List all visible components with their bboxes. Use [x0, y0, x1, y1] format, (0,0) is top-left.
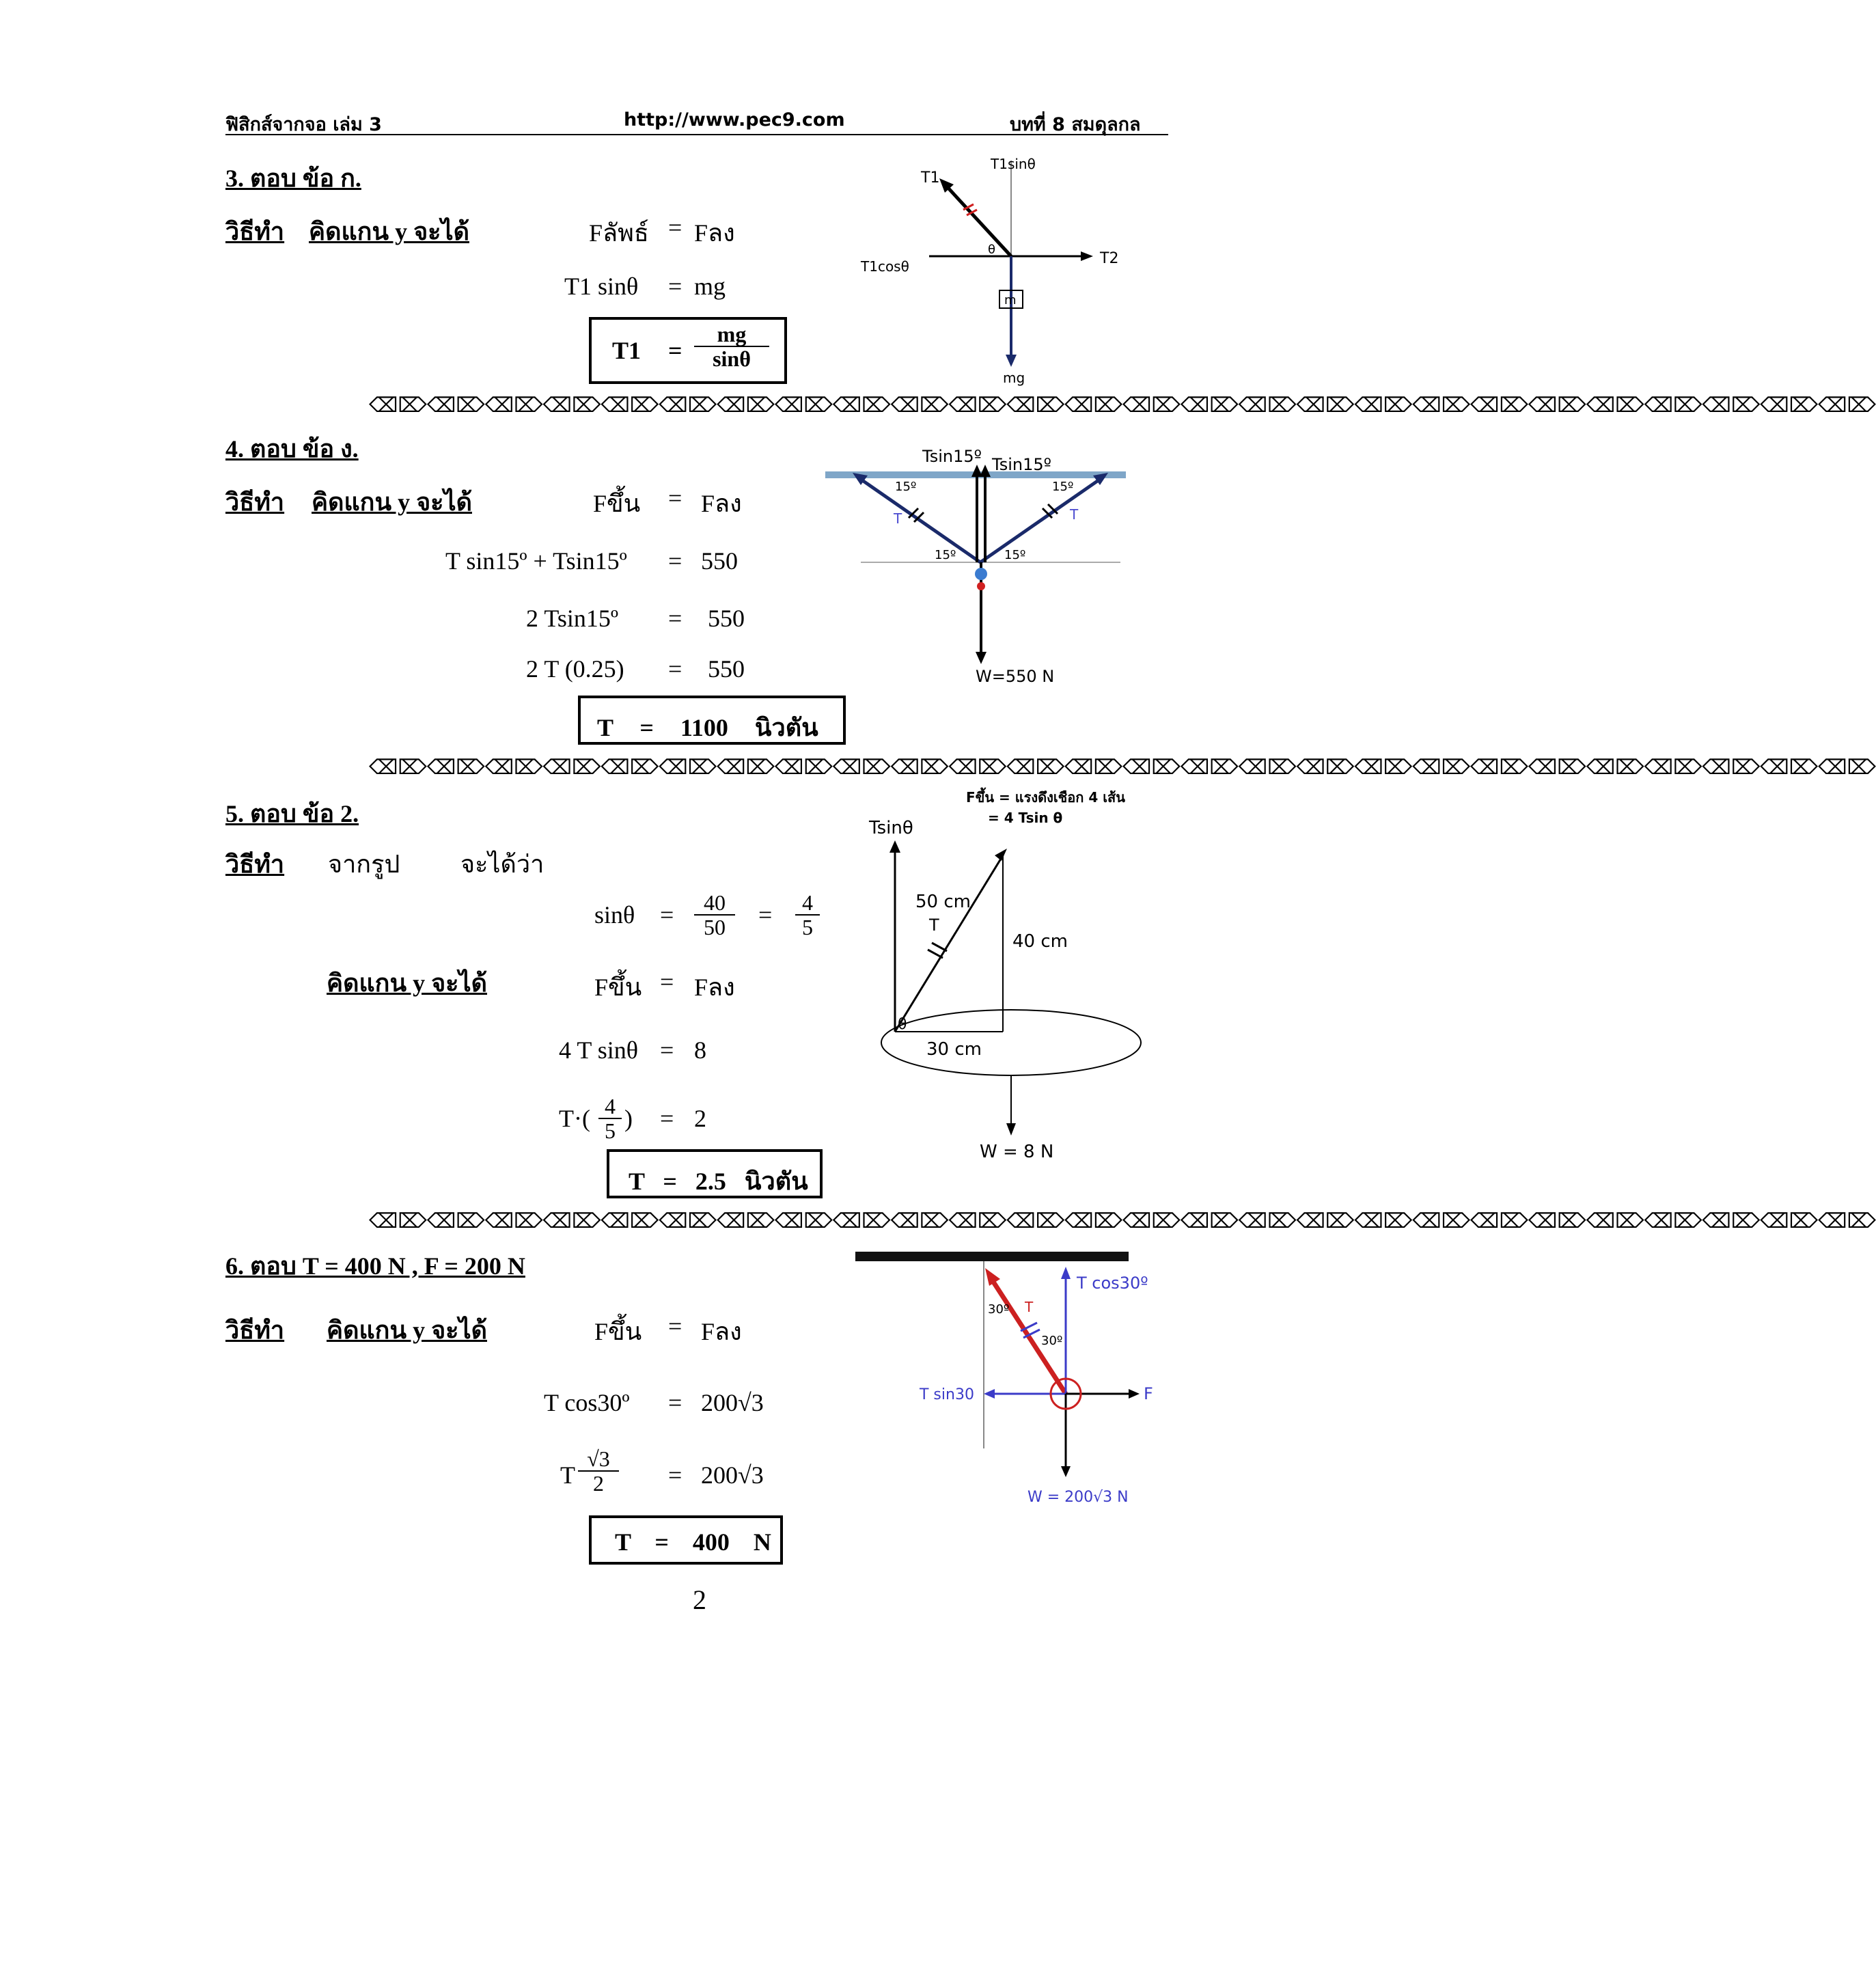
- q5-eq3-fraction: [598, 1095, 622, 1142]
- q4-label-15-a: 15º: [895, 480, 917, 494]
- q6-label-f: F: [1144, 1384, 1153, 1403]
- page-number: 2: [693, 1584, 706, 1615]
- q5-label-theta: θ: [898, 1016, 907, 1033]
- q4-label-15-c: 15º: [935, 548, 956, 562]
- q4-eq1-equals: =: [668, 484, 682, 512]
- header-rule: [225, 134, 1168, 135]
- q4-eq2-right: 550: [701, 547, 738, 575]
- separator-2: ⌫⌦⌫⌦⌫⌦⌫⌦⌫⌦⌫⌦⌫⌦⌫⌦⌫⌦⌫⌦⌫⌦⌫⌦⌫⌦⌫⌦⌫⌦⌫⌦⌫⌦⌫⌦⌫⌦⌫⌦⌫⌦⌫⌦⌫⌦⌫⌦⌫⌦⌫⌦: [369, 756, 1876, 780]
- q3-eq1-equals: =: [668, 214, 682, 241]
- q6-diagram: [854, 1243, 1155, 1517]
- q5-label-40cm: 40 cm: [1012, 931, 1068, 952]
- q4-eq4-equals: =: [668, 655, 682, 683]
- q3-eq1-right: Fลง: [694, 219, 735, 247]
- q3-axis: คิดแกน y จะได้: [309, 218, 469, 245]
- q5-frac1: [694, 891, 735, 939]
- q6-eq3-equals: =: [668, 1461, 682, 1489]
- q3-diagram: [861, 154, 1134, 386]
- q3-box-den: sinθ: [713, 346, 751, 371]
- q5-eq3-right: 2: [694, 1105, 706, 1132]
- q3-eq1-left: Fลัพธ์: [589, 219, 649, 247]
- q6-eq2-right: 200√3: [701, 1389, 764, 1416]
- q4-label-t-left: T: [894, 510, 902, 527]
- q5-label-t: T: [929, 916, 939, 935]
- q3-label-t2: T2: [1100, 250, 1119, 267]
- q6-eq1-right: Fลง: [701, 1318, 742, 1345]
- q5-from-fig: จากรูป: [328, 851, 400, 878]
- q6-eq3-right: 200√3: [701, 1461, 764, 1489]
- q5-frac1-den: 50: [704, 915, 726, 939]
- q4-eq4-right: 550: [708, 655, 745, 683]
- q5-note-2: = 4 Tsin θ: [988, 810, 1063, 826]
- q5-frac2-den: 5: [802, 915, 813, 939]
- q3-box-equals: =: [668, 337, 682, 364]
- q3-label-t1: T1: [921, 169, 940, 187]
- q5-eq3-equals: =: [660, 1105, 674, 1132]
- q6-axis: คิดแกน y จะได้: [327, 1317, 487, 1344]
- q4-label-w: W=550 N: [976, 667, 1055, 686]
- q3-eq2-left: T1 sinθ: [564, 273, 639, 300]
- q4-eq4-left: 2 T (0.25): [526, 655, 624, 683]
- q6-eq2-equals: =: [668, 1389, 682, 1416]
- q5-frac1-num: 40: [694, 891, 735, 916]
- q5-frac2: [795, 891, 820, 939]
- q5-method: วิธีทำ: [225, 851, 285, 878]
- q3-result-box: [589, 317, 787, 384]
- q5-frac2-num: 4: [795, 891, 820, 916]
- q5-eq2-right: 8: [694, 1036, 706, 1064]
- q6-eq1-equals: =: [668, 1312, 682, 1340]
- header-chapter: บทที่ 8 สมดุลกล: [1010, 114, 1141, 135]
- q4-eq1-left: Fขึ้น: [593, 490, 641, 517]
- q6-eq3-fraction: [578, 1447, 619, 1495]
- q5-frac-equals: =: [758, 901, 773, 929]
- q6-result-box: T = 400 N: [589, 1515, 783, 1565]
- q6-method: วิธีทำ: [225, 1317, 285, 1344]
- header-left: ฟิสิกส์จากจอ เล่ม 3: [225, 114, 382, 135]
- q5-note-1: Fขึ้น = แรงดึงเชือก 4 เส้น: [966, 789, 1125, 806]
- q5-answer: 5. ตอบ ข้อ 2.: [225, 800, 359, 827]
- q5-get: จะได้ว่า: [460, 851, 544, 878]
- q6-eq3-t: T: [560, 1461, 575, 1489]
- q5-diagram: [868, 786, 1161, 1168]
- q5-result-box: T = 2.5 นิวตัน: [607, 1149, 823, 1198]
- q6-eq3-den: 2: [593, 1471, 604, 1496]
- q4-answer: 4. ตอบ ข้อ ง.: [225, 435, 359, 463]
- q3-eq2-equals: =: [668, 273, 682, 300]
- q3-box-num: mg: [694, 322, 769, 347]
- q3-answer: 3. ตอบ ข้อ ก.: [225, 165, 361, 192]
- q3-label-m: m: [1004, 293, 1017, 307]
- q6-label-w: W = 200√3 N: [1027, 1489, 1129, 1506]
- q6-answer: 6. ตอบ T = 400 N , F = 200 N: [225, 1252, 525, 1280]
- q6-label-tsin: T sin30: [920, 1386, 974, 1403]
- q3-box-left: T1: [612, 337, 642, 364]
- q3-method: วิธีทำ: [225, 218, 285, 245]
- q4-label-15-b: 15º: [1052, 480, 1074, 494]
- q4-diagram: [820, 437, 1134, 697]
- q5-eq3-den: 5: [605, 1118, 616, 1143]
- header-url[interactable]: http://www.pec9.com: [624, 109, 845, 130]
- q3-label-mg: mg: [1003, 370, 1025, 386]
- q4-eq3-equals: =: [668, 605, 682, 632]
- q4-label-tsin-right: Tsin15º: [992, 455, 1051, 474]
- q5-eq3-close-paren: ): [624, 1105, 633, 1132]
- q5-eq2-left: 4 T sinθ: [559, 1036, 638, 1064]
- q4-label-tsin-left: Tsin15º: [922, 447, 982, 466]
- q5-label-tsin: Tsinθ: [869, 818, 913, 838]
- q6-label-30-b: 30º: [1041, 1334, 1063, 1348]
- q3-box-fraction: [694, 322, 769, 370]
- q5-eq1-equals: =: [660, 968, 674, 995]
- q3-eq2-right: mg: [694, 273, 726, 300]
- q4-method: วิธีทำ: [225, 489, 285, 516]
- q5-eq1-left: Fขึ้น: [594, 974, 642, 1001]
- q5-eq1-right: Fลง: [694, 974, 735, 1001]
- q4-label-15-d: 15º: [1004, 548, 1026, 562]
- q4-result-box: T = 1100 นิวตัน: [578, 696, 846, 745]
- q6-eq3-num: √3: [578, 1447, 619, 1472]
- q4-axis: คิดแกน y จะได้: [312, 489, 472, 516]
- q4-eq3-right: 550: [708, 605, 745, 632]
- q3-label-theta: θ: [988, 243, 996, 257]
- q5-label-50cm: 50 cm: [915, 892, 971, 912]
- q4-eq1-right: Fลง: [701, 490, 742, 517]
- q6-label-30-a: 30º: [988, 1302, 1010, 1317]
- q5-eq2-equals: =: [660, 1036, 674, 1064]
- q6-eq2-left: T cos30º: [544, 1389, 630, 1416]
- q3-label-t1cos: T1cosθ: [861, 258, 909, 275]
- q5-sin-left: sinθ: [594, 901, 635, 929]
- separator-3: ⌫⌦⌫⌦⌫⌦⌫⌦⌫⌦⌫⌦⌫⌦⌫⌦⌫⌦⌫⌦⌫⌦⌫⌦⌫⌦⌫⌦⌫⌦⌫⌦⌫⌦⌫⌦⌫⌦⌫⌦⌫⌦⌫⌦⌫⌦⌫⌦⌫⌦⌫⌦: [369, 1209, 1876, 1233]
- q4-eq2-equals: =: [668, 547, 682, 575]
- q6-label-tcos: T cos30º: [1077, 1274, 1148, 1293]
- q4-eq2-left: T sin15º + Tsin15º: [445, 547, 627, 575]
- q5-eq3-num: 4: [598, 1095, 622, 1119]
- q6-eq1-left: Fขึ้น: [594, 1318, 642, 1345]
- q4-label-t-right: T: [1070, 506, 1079, 523]
- q4-eq3-left: 2 Tsin15º: [526, 605, 618, 632]
- separator-1: ⌫⌦⌫⌦⌫⌦⌫⌦⌫⌦⌫⌦⌫⌦⌫⌦⌫⌦⌫⌦⌫⌦⌫⌦⌫⌦⌫⌦⌫⌦⌫⌦⌫⌦⌫⌦⌫⌦⌫⌦⌫⌦⌫⌦⌫⌦⌫⌦⌫⌦⌫⌦: [369, 394, 1876, 417]
- q5-axis: คิดแกน y จะได้: [327, 970, 487, 997]
- q5-eq3-left: T·(: [559, 1105, 590, 1132]
- q6-label-t: T: [1025, 1299, 1034, 1315]
- q5-sin-equals: =: [660, 901, 674, 929]
- q3-label-t1sin: T1sinθ: [991, 156, 1036, 172]
- q5-label-w: W = 8 N: [980, 1142, 1054, 1162]
- q5-label-30cm: 30 cm: [926, 1039, 982, 1060]
